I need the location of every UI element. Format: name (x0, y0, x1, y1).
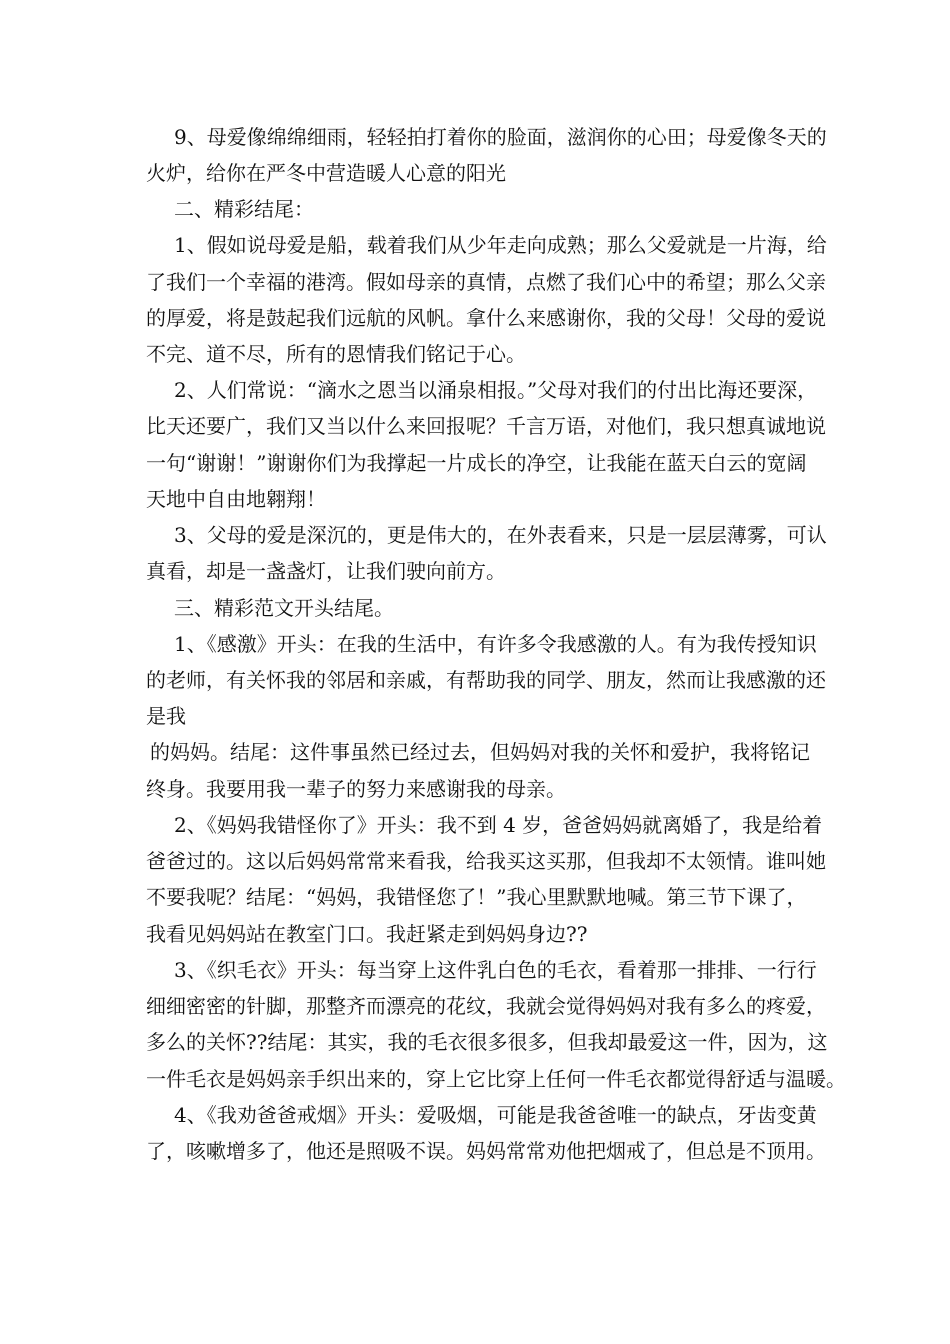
text-line: 的妈妈。结尾：这件事虽然已经过去，但妈妈对我的关怀和爱护，我将铭记 (150, 740, 810, 764)
text-line: 天地中自由地翱翔！ (146, 487, 326, 511)
text-line: 不要我呢？结尾：“妈妈，我错怪您了！”我心里默默地喊。第三节下课了， (146, 885, 807, 909)
text-line: 我看见妈妈站在教室门口。我赶紧走到妈妈身边?? (146, 922, 588, 946)
text-line: 一件毛衣是妈妈亲手织出来的，穿上它比穿上任何一件毛衣都觉得舒适与温暖。 (146, 1067, 846, 1091)
text-line: 是我 (146, 704, 186, 728)
text-line: 的厚爱，将是鼓起我们远航的风帆。拿什么来感谢你，我的父母！父母的爱说 (146, 306, 826, 330)
text-line: 的老师，有关怀我的邻居和亲戚，有帮助我的同学、朋友，然而让我感激的还 (146, 668, 826, 692)
text-line: 火炉，给你在严冬中营造暖人心意的阳光 (146, 161, 506, 185)
text-line: 3、父母的爱是深沉的，更是伟大的，在外表看来，只是一层层薄雾，可认 (174, 523, 827, 547)
text-line: 一句“谢谢！”谢谢你们为我撑起一片成长的净空，让我能在蓝天白云的宽阔 (146, 451, 807, 475)
text-line: 比天还要广，我们又当以什么来回报呢？千言万语，对他们，我只想真诚地说 (146, 414, 826, 438)
text-line: 9、母爱像绵绵细雨，轻轻拍打着你的脸面，滋润你的心田；母爱像冬天的 (174, 125, 827, 149)
text-line: 终身。我要用我一辈子的努力来感谢我的母亲。 (146, 777, 566, 801)
text-line: 多么的关怀??结尾：其实，我的毛衣很多很多，但我却最爱这一件，因为，这 (146, 1030, 828, 1054)
text-line: 2、人们常说：“滴水之恩当以涌泉相报。”父母对我们的付出比海还要深， (174, 378, 818, 402)
text-line: 不完、道不尽，所有的恩情我们铭记于心。 (146, 342, 526, 366)
text-line: 了，咳嗽增多了，他还是照吸不误。妈妈常常劝他把烟戒了，但总是不顶用。 (146, 1139, 826, 1163)
text-line: 细细密密的针脚，那整齐而漂亮的花纹，我就会觉得妈妈对我有多么的疼爱， (146, 994, 826, 1018)
text-line: 1、假如说母爱是船，载着我们从少年走向成熟；那么父爱就是一片海，给 (174, 233, 827, 257)
text-line: 2、《妈妈我错怪你了》开头：我不到 4 岁，爸爸妈妈就离婚了，我是给着 (174, 813, 823, 837)
text-line: 真看，却是一盏盏灯，让我们驶向前方。 (146, 559, 506, 583)
text-line: 爸爸过的。这以后妈妈常常来看我，给我买这买那，但我却不太领情。谁叫她 (146, 849, 826, 873)
text-line: 3、《织毛衣》开头：每当穿上这件乳白色的毛衣，看着那一排排、一行行 (174, 958, 817, 982)
text-line: 了我们一个幸福的港湾。假如母亲的真情，点燃了我们心中的希望；那么父亲 (146, 270, 826, 294)
section-heading: 二、精彩结尾： (174, 197, 314, 221)
text-line: 1、《感激》开头：在我的生活中，有许多令我感激的人。有为我传授知识 (174, 632, 817, 656)
section-heading: 三、精彩范文开头结尾。 (174, 596, 394, 620)
text-line: 4、《我劝爸爸戒烟》开头：爱吸烟，可能是我爸爸唯一的缺点，牙齿变黄 (174, 1103, 817, 1127)
